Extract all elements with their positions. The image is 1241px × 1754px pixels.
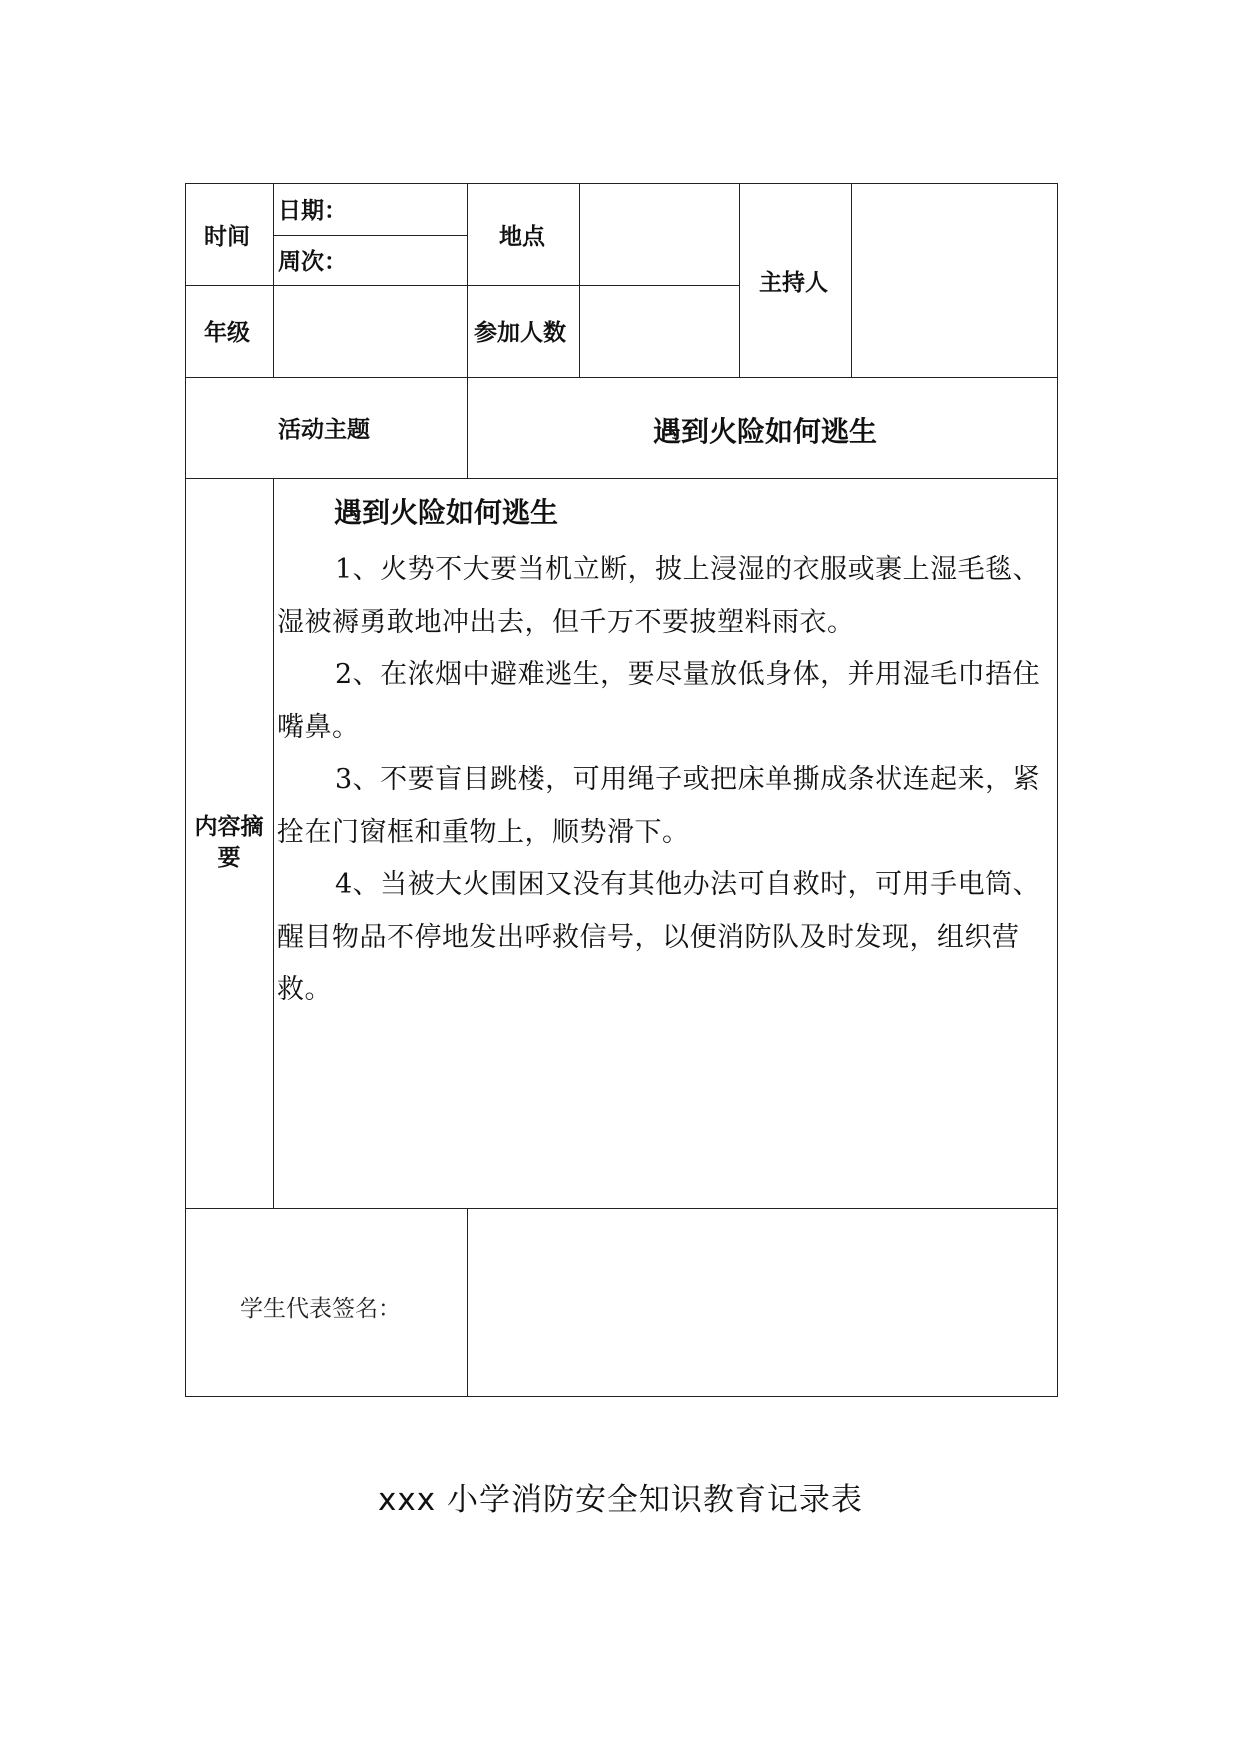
theme-value: 遇到火险如何逃生 xyxy=(652,415,877,448)
content-paragraph-1: 1、火势不大要当机立断，披上浸湿的衣服或裹上湿毛毯、湿被褥勇敢地冲出去，但千万不要披塑料雨衣。 xyxy=(277,554,1041,638)
content-title: 遇到火险如何逃生 xyxy=(334,496,559,529)
document-title: xxx 小学消防安全知识教育记录表 xyxy=(378,1482,863,1518)
time-label: 时间 xyxy=(204,224,250,250)
row-divider-theme-content xyxy=(185,478,1058,479)
date-label: 日期： xyxy=(278,198,347,224)
row-divider-content-signature xyxy=(185,1208,1058,1209)
signature-label: 学生代表签名： xyxy=(240,1296,401,1322)
content-body xyxy=(277,544,1067,1017)
summary-label: 内容摘要 xyxy=(194,814,264,871)
date-week-divider xyxy=(273,235,467,236)
table-border-top xyxy=(185,183,1058,184)
host-label: 主持人 xyxy=(759,270,828,296)
grade-label: 年级 xyxy=(204,320,250,346)
signature-field[interactable] xyxy=(470,1211,1055,1394)
row-divider-time-grade xyxy=(185,285,740,286)
row-divider-grade-theme xyxy=(185,377,1058,378)
theme-label: 活动主题 xyxy=(278,417,370,443)
participants-label: 参加人数 xyxy=(474,320,566,346)
col-divider-host-value xyxy=(851,183,852,378)
col-divider-host-label xyxy=(739,183,740,378)
location-label: 地点 xyxy=(499,224,545,250)
col-divider-signature xyxy=(467,1208,468,1397)
content-paragraph-4: 4、当被大火围困又没有其他办法可自救时，可用手电筒、醒目物品不停地发出呼救信号，以便消防队及时发现，组织营救。 xyxy=(277,869,1041,1005)
content-paragraph-2: 2、在浓烟中避难逃生，要尽量放低身体，并用湿毛巾捂住嘴鼻。 xyxy=(277,659,1041,743)
content-paragraph-3: 3、不要盲目跳楼，可用绳子或把床单撕成条状连起来，紧拴在门窗框和重物上，顺势滑下。 xyxy=(277,764,1041,848)
week-label: 周次： xyxy=(278,249,347,275)
col-divider-summary-label xyxy=(273,478,274,1209)
table-border-left xyxy=(185,183,186,1397)
col-divider-location-value xyxy=(579,183,580,378)
table-border-bottom xyxy=(185,1396,1058,1397)
col-divider-time-label xyxy=(273,183,274,378)
col-divider-theme xyxy=(467,377,468,479)
col-divider-location-label xyxy=(467,183,468,378)
